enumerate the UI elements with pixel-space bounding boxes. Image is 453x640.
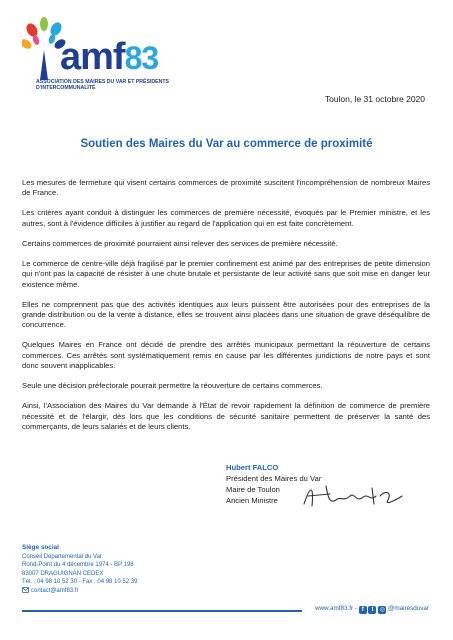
letter-body: [22, 178, 430, 442]
signatory-role: Ancien Ministre: [226, 496, 278, 505]
instagram-icon[interactable]: ◎: [379, 607, 385, 613]
logo-wordmark: [60, 38, 158, 76]
paragraph: Certains commerces de proximité pourraient ainsi relever des services de première nécessité.: [22, 238, 338, 248]
footer-contact: [22, 544, 137, 596]
signatory-role: Président des Maires du Var: [226, 474, 322, 483]
letter-date: Toulon, le 31 octobre 2020: [324, 94, 425, 104]
website-link[interactable]: www.amf83.fr: [314, 605, 354, 612]
email-row: [22, 587, 137, 596]
paragraph: Le commerce de centre-ville déjà fragilisé par le premier confinement est animé par des entreprises de petite dimension qui n'ont pas la capacité de résister à une chute brutale et persistante de leur activité sans que soit mise en danger leur existence même.: [22, 258, 430, 289]
letter-title: Soutien des Maires du Var au commerce de proximité: [80, 138, 373, 150]
signatory-role: Maire de Toulon: [226, 485, 280, 494]
amf83-logo: [22, 16, 202, 98]
email-link[interactable]: contact@amf83.fr: [31, 587, 79, 594]
address-line: 83007 DRAGUIGNAN CEDEX: [22, 570, 104, 577]
paragraph: Ainsi, l'Association des Maires du Var demande à l'État de revoir rapidement la définition de commerce de première nécessité et de l'élargir, dès lors que les conditions de sécurité sanitaire permettent de préserver la santé des commerçants, de leurs salariés et de leurs clients.: [22, 401, 430, 432]
dash-separator: -: [354, 605, 357, 612]
footer-bar: [0, 604, 453, 618]
facebook-icon[interactable]: f: [359, 606, 367, 614]
logo-word-amf: amf: [60, 36, 125, 78]
paragraph: Elles ne comprennent pas que des activités identiques aux leurs puissent être autorisées pour des entreprises de la grande distribution ou de la vente à distance, elles se trouvent ainsi placées dans une situation de grave déséquilibre de concurrence.: [22, 299, 430, 330]
address-line: Conseil Départemental du Var: [22, 553, 102, 560]
social-handle[interactable]: @mairesduvar: [387, 605, 429, 612]
paragraph: Les critères ayant conduit à distinguer les commerces de première nécessité, évoqués par le Premier ministre, et les autres, sont à l'évidence difficiles à justifier au regard de l'application qui en est faite concrètement.: [22, 208, 430, 228]
paragraph: Seule une décision préfectorale pourrait permettre la réouverture de certains commerces.: [22, 381, 323, 391]
logo-subtitle: ASSOCIATION DES MAIRES DU VAR ET PRÉSIDENTS D'INTERCOMMUNALITÉ: [36, 79, 169, 91]
handwritten-signature: [300, 478, 405, 514]
mail-icon: [22, 587, 29, 593]
phone-fax: Tél. : 04 98 10 52 30 - Fax : 04 98 10 52 39: [22, 579, 138, 586]
address-line: Rond-Point du 4 décembre 1974 - BP 198: [22, 562, 134, 569]
logo-number: 83: [124, 40, 159, 76]
paragraph: Quelques Maires en France ont décidé de prendre des arrêtés municipaux permettant la réouverture de certains commerces. Ces arrêtés sont systématiquement remis en cause par les différentes juridictions de notre pays et sont donc souvent inapplicables.: [22, 340, 430, 371]
footer-label: Siège social: [22, 544, 59, 551]
footer-links: [315, 605, 429, 614]
signatory-name: Hubert FALCO: [226, 463, 279, 472]
twitter-icon[interactable]: t: [368, 606, 376, 614]
footer-divider: [22, 610, 302, 612]
paragraph: Les mesures de fermeture qui visent certains commerces de proximité suscitent l'incompréhension de nombreux Maires de France.: [22, 178, 430, 198]
